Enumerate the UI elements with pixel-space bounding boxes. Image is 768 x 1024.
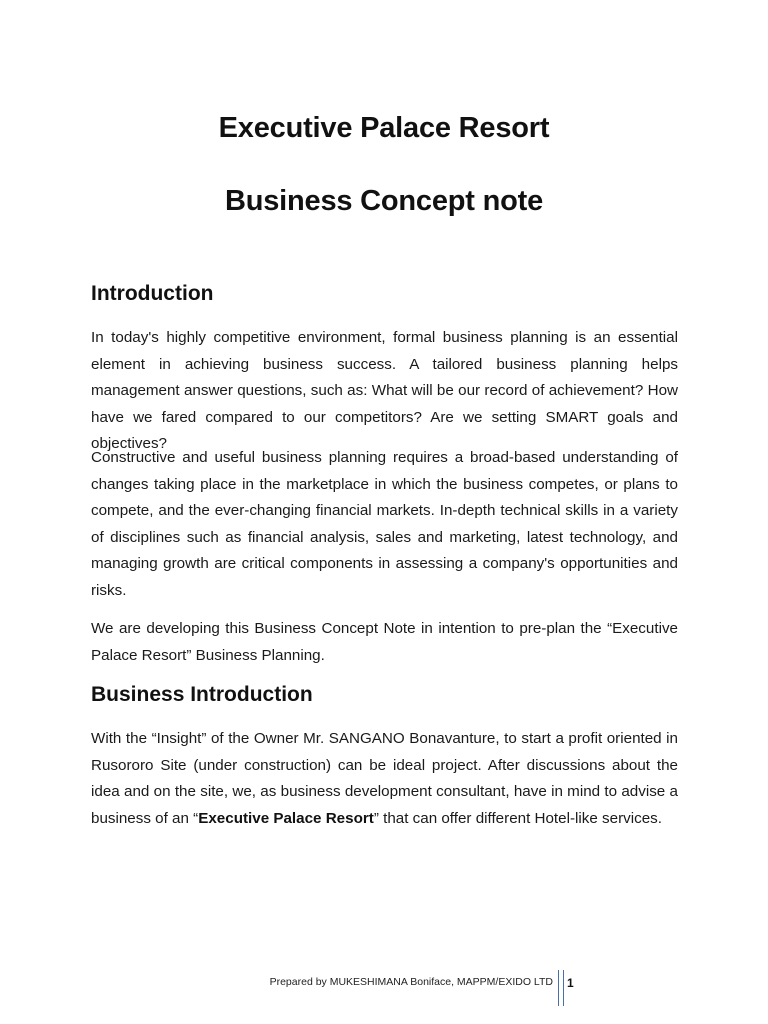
document-subtitle: Business Concept note <box>224 185 544 217</box>
introduction-paragraph-3: We are developing this Business Concept Note in intention to pre-plan the “Executive Palace Resort” Business Planning. <box>91 620 678 664</box>
business-introduction-paragraph <box>91 726 678 832</box>
page-number: 1 <box>567 976 574 990</box>
introduction-paragraph-1: In today's highly competitive environment, formal business planning is an essential element in achieving business success. A tailored business planning helps management answer questions, such as: What will be our record of achievement? How have we fared compared to our competitors? Are we setting SMART goals and objectives? <box>91 329 678 453</box>
document-title: Executive Palace Resort <box>218 112 550 144</box>
section-heading-business-introduction: Business Introduction <box>91 683 313 706</box>
business-introduction-bold-name: Executive Palace Resort <box>198 809 374 827</box>
footer-prepared-by: Prepared by MUKESHIMANA Boniface, MAPPM/EXIDO LTD <box>269 976 553 988</box>
introduction-paragraph-2: Constructive and useful business planning requires a broad-based understanding of changes taking place in the marketplace in which the business competes, or plans to compete, and the ever-changing financial markets. In-depth technical skills in a variety of disciplines such as financial analysis, sales and marketing, latest technology, and managing growth are critical components in assessing a company's opportunities and risks. <box>91 449 678 599</box>
business-introduction-text-end: ” that can offer different Hotel-like services. <box>373 809 662 827</box>
section-heading-introduction: Introduction <box>91 282 214 305</box>
footer-divider <box>558 970 564 1006</box>
business-introduction-text-start: With the “Insight” of the Owner Mr. SANGANO Bonavanture, to start a profit oriented in Rusororo Site (under construction) can be ideal project. After discussions about the idea and on the site, we, as business development consultant, have in mind to advise a business of an “ <box>91 730 678 827</box>
